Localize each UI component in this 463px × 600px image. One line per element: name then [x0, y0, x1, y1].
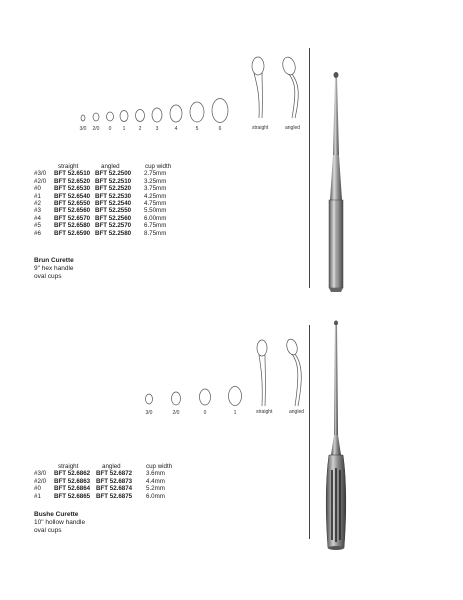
table-header: straight angled cup width [58, 163, 172, 170]
bushe-product-info [34, 511, 85, 535]
cup-oval [146, 394, 153, 404]
tip-label-angled: angled [285, 125, 301, 131]
tip-label-straight: straight [256, 409, 273, 415]
cup-oval [172, 392, 181, 405]
table-row: #3/0 BFT 52.6862 BFT 52.6872 3.6mm [34, 470, 165, 478]
cup-size-label: 0 [108, 126, 112, 132]
cup-size-label: 4 [174, 126, 178, 132]
bushe-straight-tip [257, 340, 267, 406]
table-row: #6 BFT 52.6590 BFT 52.2580 8.75mm [34, 229, 167, 237]
cup-size-label: 1 [233, 410, 237, 416]
table-row: #2/0 BFT 52.6863 BFT 52.6873 4.4mm [34, 477, 165, 485]
table-row: #2 BFT 52.6550 BFT 52.2540 4.75mm [34, 199, 167, 207]
table-row: #0 BFT 52.6530 BFT 52.2520 3.75mm [34, 185, 167, 193]
product-desc: 9" hex handle [34, 265, 74, 272]
cup-size-label: 3 [155, 126, 159, 132]
cup-oval [200, 389, 211, 405]
tip-label-straight: straight [252, 125, 269, 131]
cup-size-label: 3/0 [145, 410, 153, 416]
cup-size-label: 2/0 [172, 410, 180, 416]
bushe-table [34, 463, 234, 500]
bushe-angled-tip [285, 338, 301, 406]
product-title: Brun Curette [34, 257, 74, 264]
table-header: straight angled cup width [58, 463, 173, 470]
tip-label-angled: angled [289, 409, 305, 415]
cup-size-label: 1 [122, 126, 126, 132]
table-row: #5 BFT 52.6580 BFT 52.2570 6.75mm [34, 222, 167, 230]
cup-size-label: 0 [203, 410, 207, 416]
divider [309, 325, 310, 539]
cup-size-label: 2/0 [92, 126, 100, 132]
bushe-instrument-image [314, 310, 358, 590]
table-row: #2/0 BFT 52.6520 BFT 52.2510 3.25mm [34, 177, 167, 185]
cup-oval [229, 387, 242, 406]
product-desc: oval cups [34, 527, 62, 534]
table-row: #3/0 BFT 52.6510 BFT 52.2500 2.75mm [34, 170, 167, 178]
cup-size-label: 6 [218, 126, 222, 132]
table-row: #1 BFT 52.6865 BFT 52.6875 6.0mm [34, 492, 165, 500]
product-desc: oval cups [34, 273, 62, 280]
table-row: #0 BFT 52.6864 BFT 52.6874 5.2mm [34, 485, 165, 493]
product-title: Bushe Curette [34, 511, 79, 518]
table-row: #1 BFT 52.6540 BFT 52.2530 4.25mm [34, 192, 167, 200]
table-row: #4 BFT 52.6570 BFT 52.2560 6.00mm [34, 214, 167, 222]
cup-size-label: 2 [138, 126, 142, 132]
table-row: #3 BFT 52.6560 BFT 52.2550 5.50mm [34, 207, 167, 215]
cup-size-label: 3/0 [79, 126, 87, 132]
cup-size-label: 5 [195, 126, 199, 132]
product-desc: 10" hollow handle [34, 519, 86, 526]
